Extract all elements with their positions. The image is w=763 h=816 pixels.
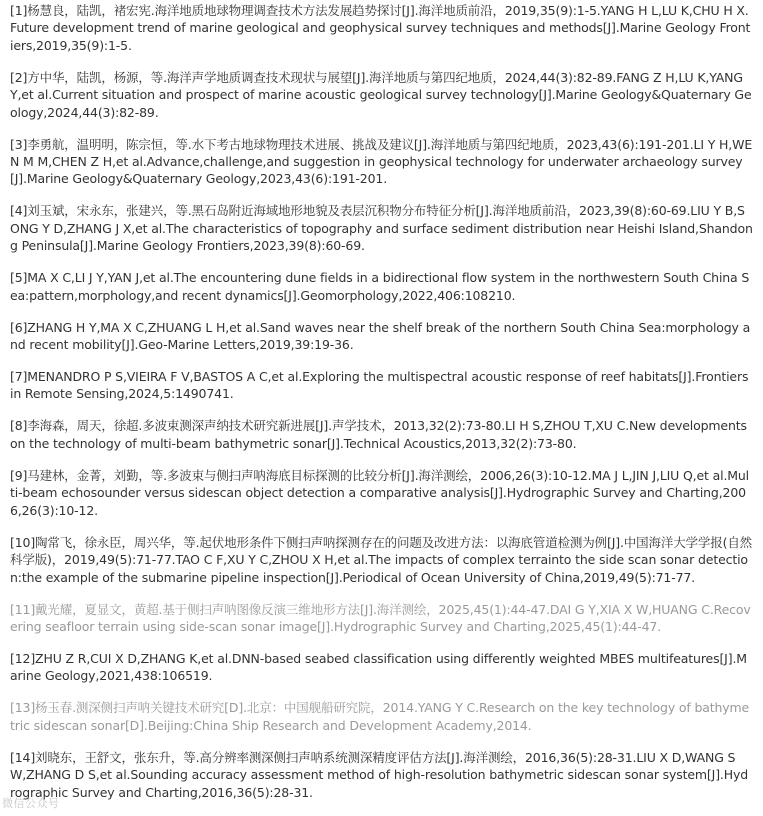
reference-item: [1]杨慧良，陆凯，褚宏宪.海洋地质地球物理调查技术方法发展趋势探讨[J].海洋地质前沿，2019,35(9):1-5.YANG H L,LU K,CHU H X.Future development trend of marine geological and geophysical survey techniques and methods[J].Marine Geology Frontiers,2019,35(9):1-5. [10, 3, 751, 53]
reference-item: [11]戴光耀，夏显文，黄超.基于侧扫声呐图像反演三维地形方法[J].海洋测绘，2025,45(1):44-47.DAI G Y,XIA X W,HUANG C.Recovering seafloor terrain using side-scan sonar image[J].Hydrographic Survey and Charting,2025,45(1):44-47. [10, 601, 751, 634]
reference-item: [9]马建林，金菁，刘勤，等.多波束与侧扫声呐海底目标探测的比较分析[J].海洋测绘，2006,26(3):10-12.MA J L,JIN J,LIU Q,et al.Multi-beam echosounder versus sidescan object detection a comparative analysis[J].Hydrographic Survey and Charting,2006,26(3):10-12. [10, 467, 749, 518]
reference-item: [7]MENANDRO P S,VIEIRA F V,BASTOS A C,et al.Exploring the multispectral acoustic response of reef habitats[J].Frontiers in Remote Sensing,2024,5:1490741. [10, 369, 749, 402]
watermark-text: 微信公众号 [2, 797, 60, 810]
reference-item: [8]李海森，周天，徐超.多波束测深声纳技术研究新进展[J].声学技术，2013,32(2):73-80.LI H S,ZHOU T,XU C.New developments on the technology of multi-beam bathymetric sonar[J].Technical Acoustics,2013,32(2):73-80. [10, 418, 747, 451]
reference-list [10, 2, 753, 816]
reference-item: [2]方中华，陆凯，杨源，等.海洋声学地质调查技术现状与展望[J].海洋地质与第四纪地质，2024,44(3):82-89.FANG Z H,LU K,YANG Y,et al.Current situation and prospect of marine acoustic geological survey technology[J].Marine Geology&Quaternary Geology,2024,44(3):82-89. [10, 69, 752, 120]
reference-item: [3]李勇航，温明明，陈宗恒，等.水下考古地球物理技术进展、挑战及建议[J].海洋地质与第四纪地质，2023,43(6):191-201.LI Y H,WEN M M,CHEN Z H,et al.Advance,challenge,and suggestion in geophysical technology for underwater archaeology survey[J].Marine Geology&Quaternary Geology,2023,43(6):191-201. [10, 136, 753, 187]
reference-item: [12]ZHU Z R,CUI X D,ZHANG K,et al.DNN-based seabed classification using differently weighted MBES multifeatures[J].Marine Geology,2021,438:106519. [10, 650, 747, 684]
reference-item: [14]刘晓东，王舒文，张东升，等.高分辨率测深侧扫声呐系统测深精度评估方法[J].海洋测绘，2016,36(5):28-31.LIU X D,WANG S W,ZHANG D S,et al.Sounding accuracy assessment method of high-resolution bathymetric sidescan sonar system[J].Hydrographic Survey and Charting,2016,36(5):28-31. [10, 749, 749, 800]
reference-item: [10]陶常飞，徐永臣，周兴华，等.起伏地形条件下侧扫声呐探测存在的问题及改进方法：以海底管道检测为例[J].中国海洋大学学报(自然科学版)，2019,49(5):71-77.TAO C F,XU Y C,ZHOU X H,et al.The impacts of complex terrainto the side scan sonar detection:the example of the submarine pipeline inspection[J].Periodical of Ocean University of China,2019,49(5):71-77. [10, 534, 753, 585]
reference-item: [6]ZHANG H Y,MA X C,ZHUANG L H,et al.Sand waves near the shelf break of the northern South China Sea:morphology and recent mobility[J].Geo-Marine Letters,2019,39:19-36. [10, 319, 751, 353]
reference-item: [4]刘玉斌，宋永东，张建兴，等.黑石岛附近海域地形地貌及表层沉积物分布特征分析[J].海洋地质前沿，2023,39(8):60-69.LIU Y B,SONG Y D,ZHANG J X,et al.The characteristics of topography and surface sediment distribution near Heishi Island,Shandong Peninsula[J].Marine Geology Frontiers,2023,39(8):60-69. [10, 203, 753, 254]
reference-item: [13]杨玉春.测深侧扫声呐关键技术研究[D].北京：中国舰船研究院，2014.YANG Y C.Research on the key technology of bathymetric sidescan sonar[D].Beijing:China Ship Research and Development Academy,2014. [10, 700, 750, 733]
reference-item: [5]MA X C,LI J Y,YAN J,et al.The encountering dune fields in a bidirectional flow system in the northwestern South China Sea:pattern,morphology,and recent dynamics[J].Geomorphology,2022,406:108210. [10, 270, 750, 303]
